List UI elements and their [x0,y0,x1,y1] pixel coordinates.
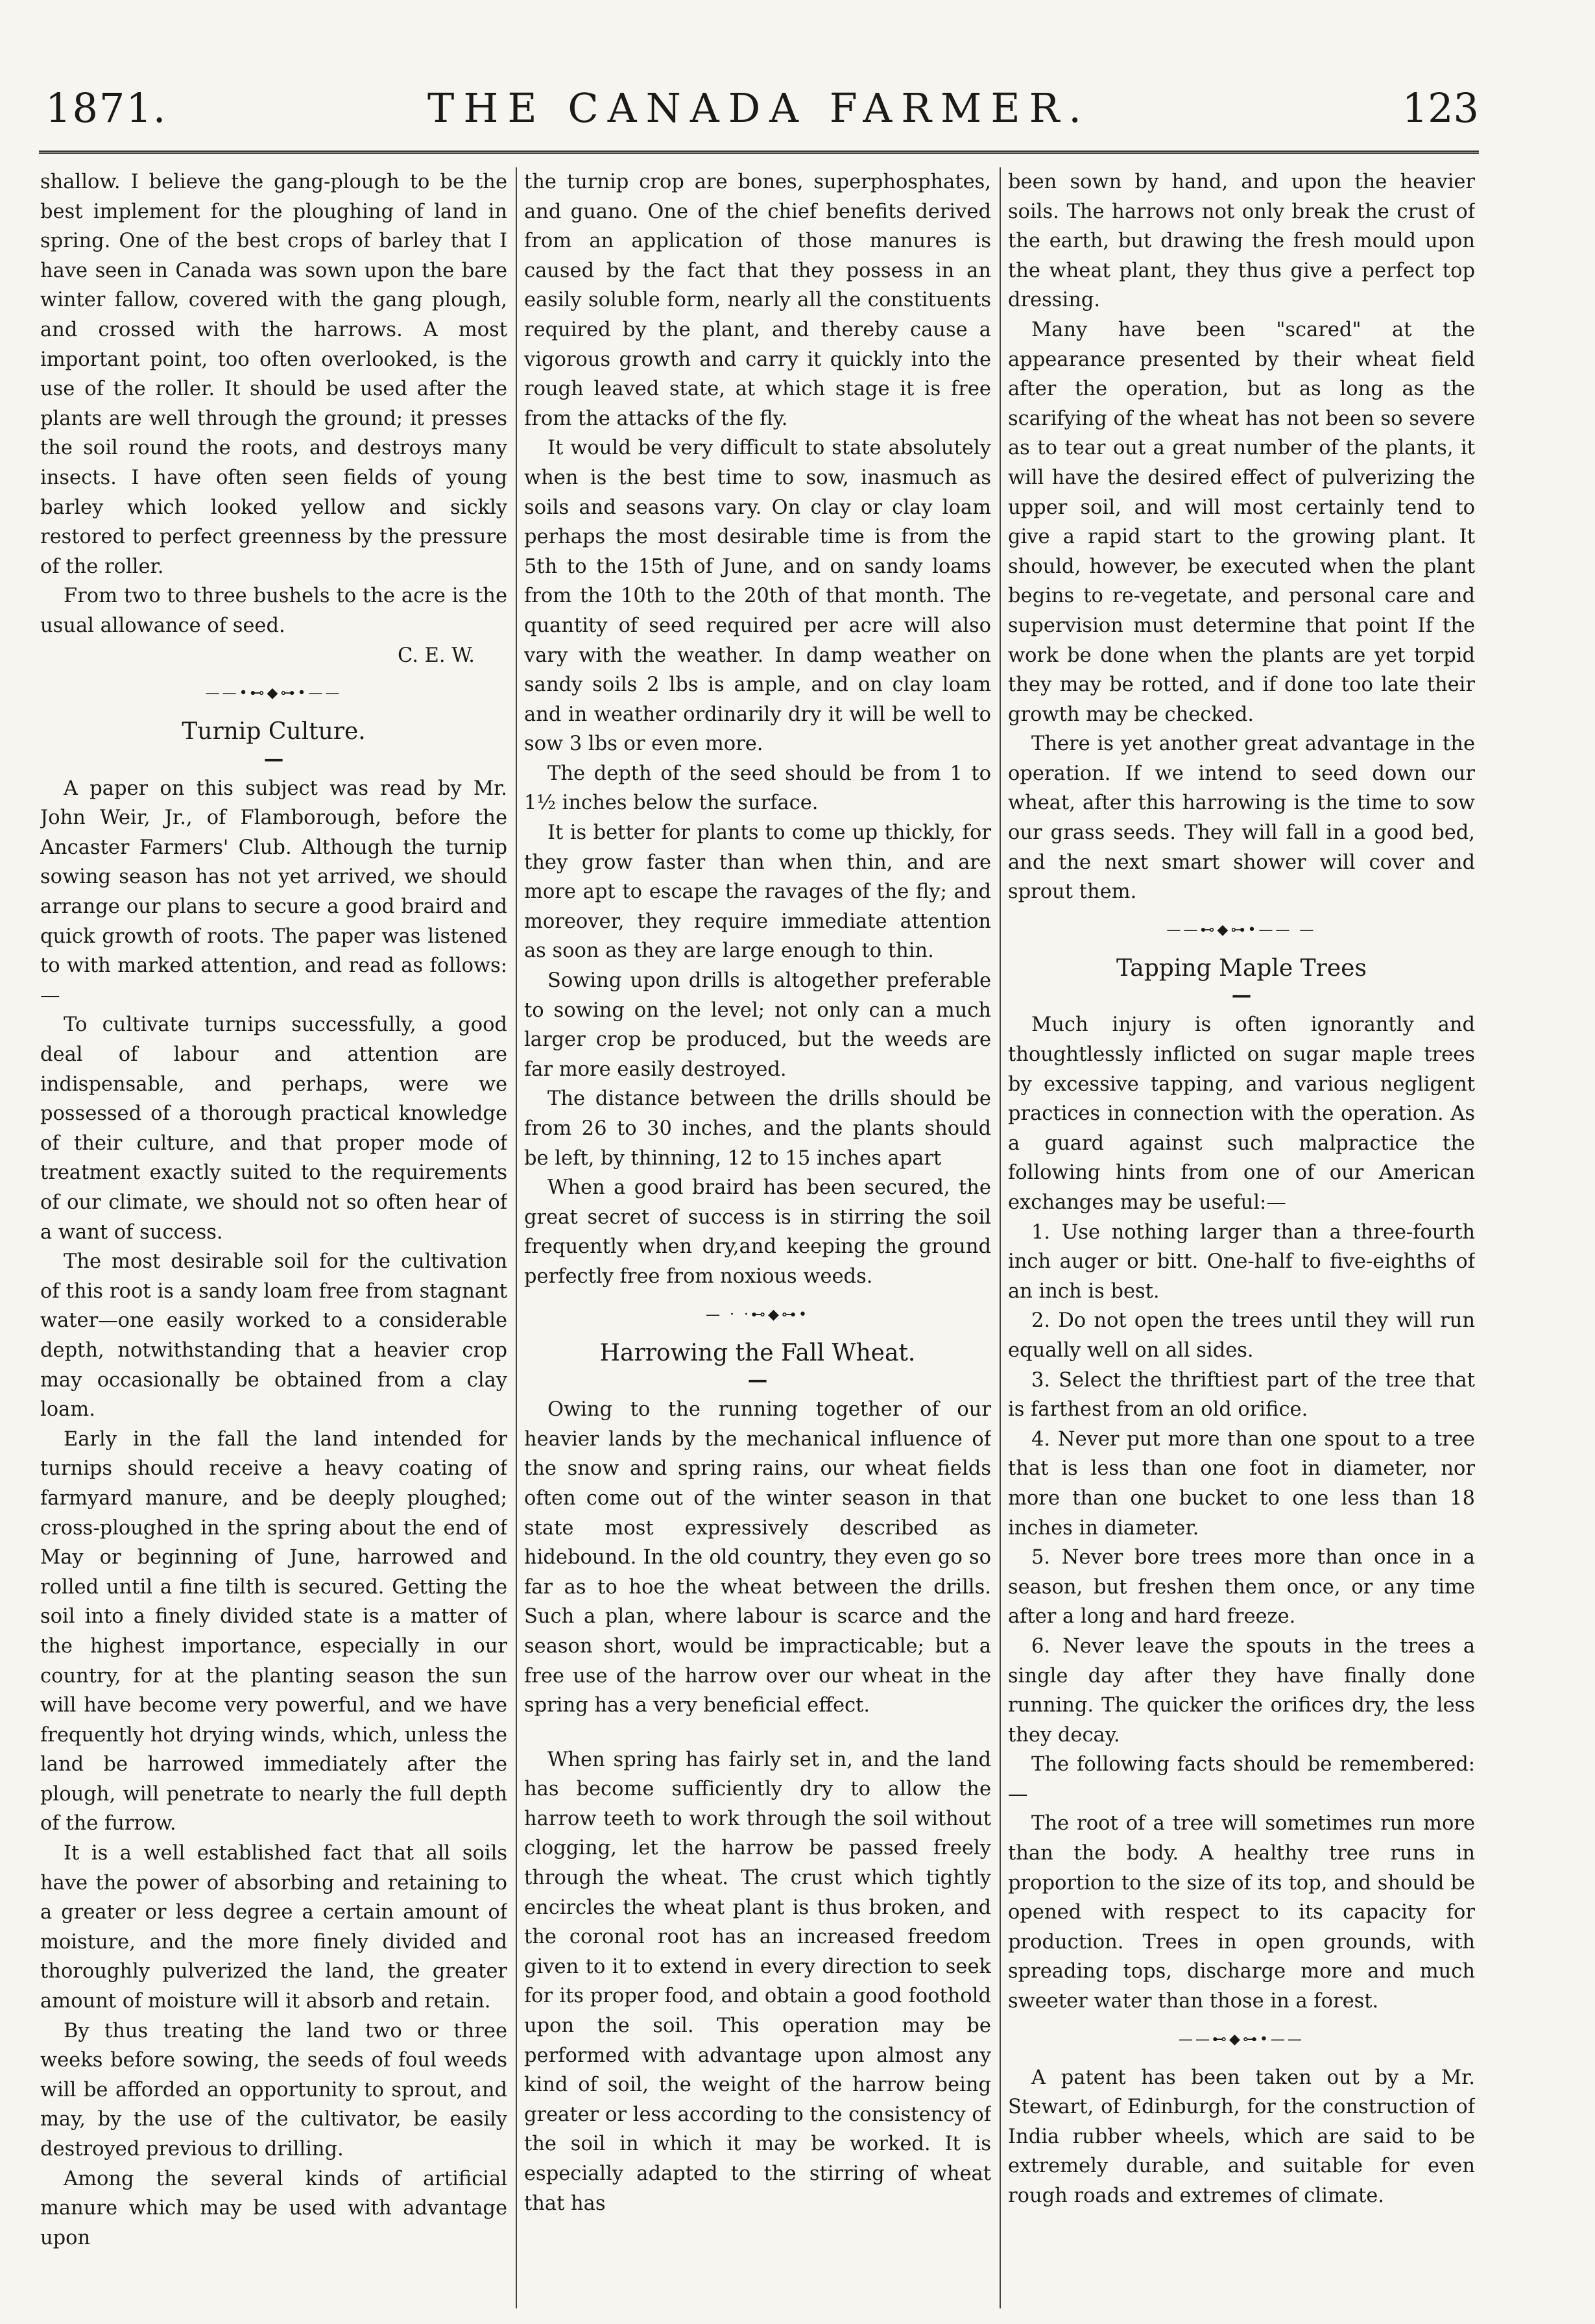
paragraph: Much injury is often ignorantly and thoughtlessly inflicted on sugar maple trees by excessive tapping, and various negligent practices in connection with the operation. As a guard against such malpractice the following hints from one of our American exchanges may be useful:— [1008,1013,1475,1214]
paragraph: shallow. I believe the gang-plough to be the best implement for the ploughing of land in spring. One of the best crops of barley that I have seen in Canada was sown upon the bare winter fallow, covered with the gang plough, and crossed with the harrows. A most important point, too often overlooked, is the use of the roller. It should be used after the plants are well through the ground; it presses the soil round the roots, and destroys many insects. I have often seen fields of young barley which looked yellow and sickly restored to perfect greenness by the pressure of the roller. [40,171,507,578]
column-3 [1008,167,1475,2308]
paragraph: been sown by hand, and upon the heavier soils. The harrows not only break the crust of the earth, but drawing the fresh mould upon the wheat plant, they thus give a perfect top dressing. [1008,171,1475,312]
column-divider [516,167,517,2308]
paragraph: It is better for plants to come up thickly, for they grow faster than when thin, and are more apt to escape the ravages of the fly; and moreover, they require immediate attention as soon as they are large enough to thin. [524,821,991,963]
paragraph: The following facts should be remembered:— [1008,1753,1475,1806]
paragraph: The root of a tree will sometimes run more than the body. A healthy tree runs in proportion to the size of its top, and should be opened with respect to its capacity for production. Trees in open grounds, with spreading tops, discharge more and much sweeter water than those in a forest. [1008,1812,1475,2013]
heading-dash: — [1231,984,1252,1008]
column-2 [524,167,991,2308]
paragraph: Many have been "scared" at the appearance presented by their wheat field after the operation, but as long as the scarifying of the wheat has not been so severe as to tear out a great number of the plants, it will have the desired effect of pulverizing the upper soil, and will most certainly tend to give a rapid start to the growing plant. It should, however, be executed when the plant begins to re-vegetate, and personal care and supervision must determine that point If the work be done when the plants are yet torpid they may be rotted, and if done too late their growth may be checked. [1008,318,1475,726]
paragraph: The distance between the drills should be from 26 to 30 inches, and the plants should be left, by thinning, 12 to 15 inches apart [524,1087,991,1170]
paragraph: Sowing upon drills is altogether preferable to sowing on the level; not only can a much larger crop be produced, but the weeds are far more easily destroyed. [524,969,991,1081]
article-heading: Harrowing the Fall Wheat. [599,1339,916,1366]
page-number: 123 [1402,84,1479,132]
paragraph: There is yet another great advantage in the operation. If we intend to seed down our wheat, after this harrowing is the time to sow our grass seeds. They will fall in a good bed, and the next smart shower will cover and sprout them. [1008,732,1475,904]
paragraph: To cultivate turnips successfully, a good deal of labour and attention are indispensable, and perhaps, were we possessed of a thorough practical knowledge of their culture, and that proper mode of treatment exactly suited to the requirements of our climate, we should not so often hear of a want of success. [40,1013,507,1244]
list-item: 2. Do not open the trees until they will run equally well on all sides. [1008,1309,1475,1362]
section-ornament: ——•⊷◆⊶•—— [205,685,342,702]
page-header [39,84,1479,143]
paragraph: A patent has been taken out by a Mr. Stewart, of Edinburgh, for the construction of India rubber wheels, which are said to be extremely durable, and suitable for even rough roads and extremes of climate. [1008,2066,1475,2207]
paragraph: Among the several kinds of artificial manure which may be used with advantage upon [40,2167,507,2249]
heading-dash: — [263,747,284,771]
paragraph: By thus treating the land two or three weeks before sowing, the seeds of foul weeds will be afforded an opportunity to sprout, and may, by the use of the cultivator, be easily destroyed previous to drilling. [40,2019,507,2161]
paragraph: It would be very difficult to state absolutely when is the best time to sow, inasmuch as soils and seasons vary. On clay or clay loam perhaps the most desirable time is from the 5th to the 15th of June, and on sandy loams from the 10th to the 20th of that month. The quantity of seed required per acre will also vary with the weather. In damp weather on sandy soils 2 lbs is ample, and on clay loam and in weather ordinarily dry it will be well to sow 3 lbs or even more. [524,437,991,756]
list-item: 6. Never leave the spouts in the trees a single day after they have finally done running. The quicker the orifices dry, the less they decay. [1008,1634,1475,1747]
author-signature: C. E. W. [397,644,475,667]
list-item: 5. Never bore trees more than once in a season, but freshen them once, or any time after a long and hard freeze. [1008,1546,1475,1628]
paragraph: Owing to the running together of our heavier lands by the mechanical influence of the snow and spring rains, our wheat fields often come out of the winter season in that state most expressively described as hidebound. In the old country, they even go so far as to hoe the wheat between the drills. Such a plan, where labour is scarce and the season short, would be impracticable; but a free use of the harrow over our wheat in the spring has a very beneficial effect. [524,1398,991,1717]
article-heading: Tapping Maple Trees [1116,954,1367,982]
paragraph: A paper on this subject was read by Mr. John Weir, Jr., of Flamborough, before the Ancaster Farmers' Club. Although the turnip sowing season has not yet arrived, we should arrange our plans to secure a good braird and quick growth of roots. The paper was listened to with marked attention, and read as follows:— [40,777,507,1007]
paragraph: When a good braird has been secured, the great secret of success is in stirring the soil frequently when dry,and keeping the ground perfectly free from noxious weeds. [524,1176,991,1288]
section-ornament: — · ·⊷◆⊶• [706,1306,809,1323]
heading-dash: — [747,1368,768,1392]
paragraph: It is a well established fact that all soils have the power of absorbing and retaining to a greater or less degree a certain amount of moisture, and the more finely divided and thoroughly pulverized the land, the greater amount of moisture will it absorb and retain. [40,1842,507,2013]
header-year: 1871. [45,84,167,132]
list-item: 4. Never put more than one spout to a tree that is less than one foot in diameter, nor more than one bucket to one less than 18 inches in diameter. [1008,1427,1475,1540]
article-heading: Turnip Culture. [182,718,366,745]
paragraph: the turnip crop are bones, superphosphates, and guano. One of the chief benefits derived from an application of those manures is caused by the fact that they possess in an easily soluble form, nearly all the constituents required by the plant, and thereby cause a vigorous growth and carry it quickly into the rough leaved state, at which stage it is free from the attacks of the fly. [524,171,991,430]
section-ornament: ——⊷◆⊶•—— — [1166,921,1317,938]
list-item: 1. Use nothing larger than a three-fourth inch auger or bitt. One-half to five-eighths of an inch is best. [1008,1220,1475,1303]
masthead-title: THE CANADA FARMER. [427,84,1091,132]
column-1 [40,167,507,2308]
paragraph: Early in the fall the land intended for turnips should receive a heavy coating of farmyard manure, and be deeply ploughed; cross-ploughed in the spring about the end of May or beginning of June, harrowed and rolled until a fine tilth is secured. Getting the soil into a finely divided state is a matter of the highest importance, especially in our country, for at the planting season the sun will have become very powerful, and we have frequently hot drying winds, which, unless the land be harrowed immediately after the plough, will penetrate to nearly the full depth of the furrow. [40,1427,507,1835]
paragraph: From two to three bushels to the acre is the usual allowance of seed. [40,585,507,637]
column-divider [1000,167,1001,2308]
paragraph: When spring has fairly set in, and the land has become sufficiently dry to allow the harrow teeth to work through the soil without clogging, let the harrow be passed freely through the wheat. The crust which tightly encircles the wheat plant is thus broken, and the coronal root has an increased freedom given to it to extend in every direction to seek for its proper food, and obtain a good foothold upon the soil. This operation may be performed with advantage upon almost any kind of soil, the weight of the harrow being greater or less according to the consistency of the soil in which it may be worked. It is especially adapted to the stirring of wheat that has [524,1748,991,2215]
list-item: 3. Select the thriftiest part of the tree that is farthest from an old orifice. [1008,1368,1475,1422]
header-rule [39,151,1479,154]
section-ornament: ——⊷◆⊶•—— [1179,2031,1304,2048]
paragraph: The most desirable soil for the cultivation of this root is a sandy loam free from stagnant water—one easily worked to a considerable depth, notwithstanding that a heavier crop may occasionally be obtained from a clay loam. [40,1250,507,1422]
paragraph: The depth of the seed should be from 1 to 1½ inches below the surface. [524,762,991,815]
